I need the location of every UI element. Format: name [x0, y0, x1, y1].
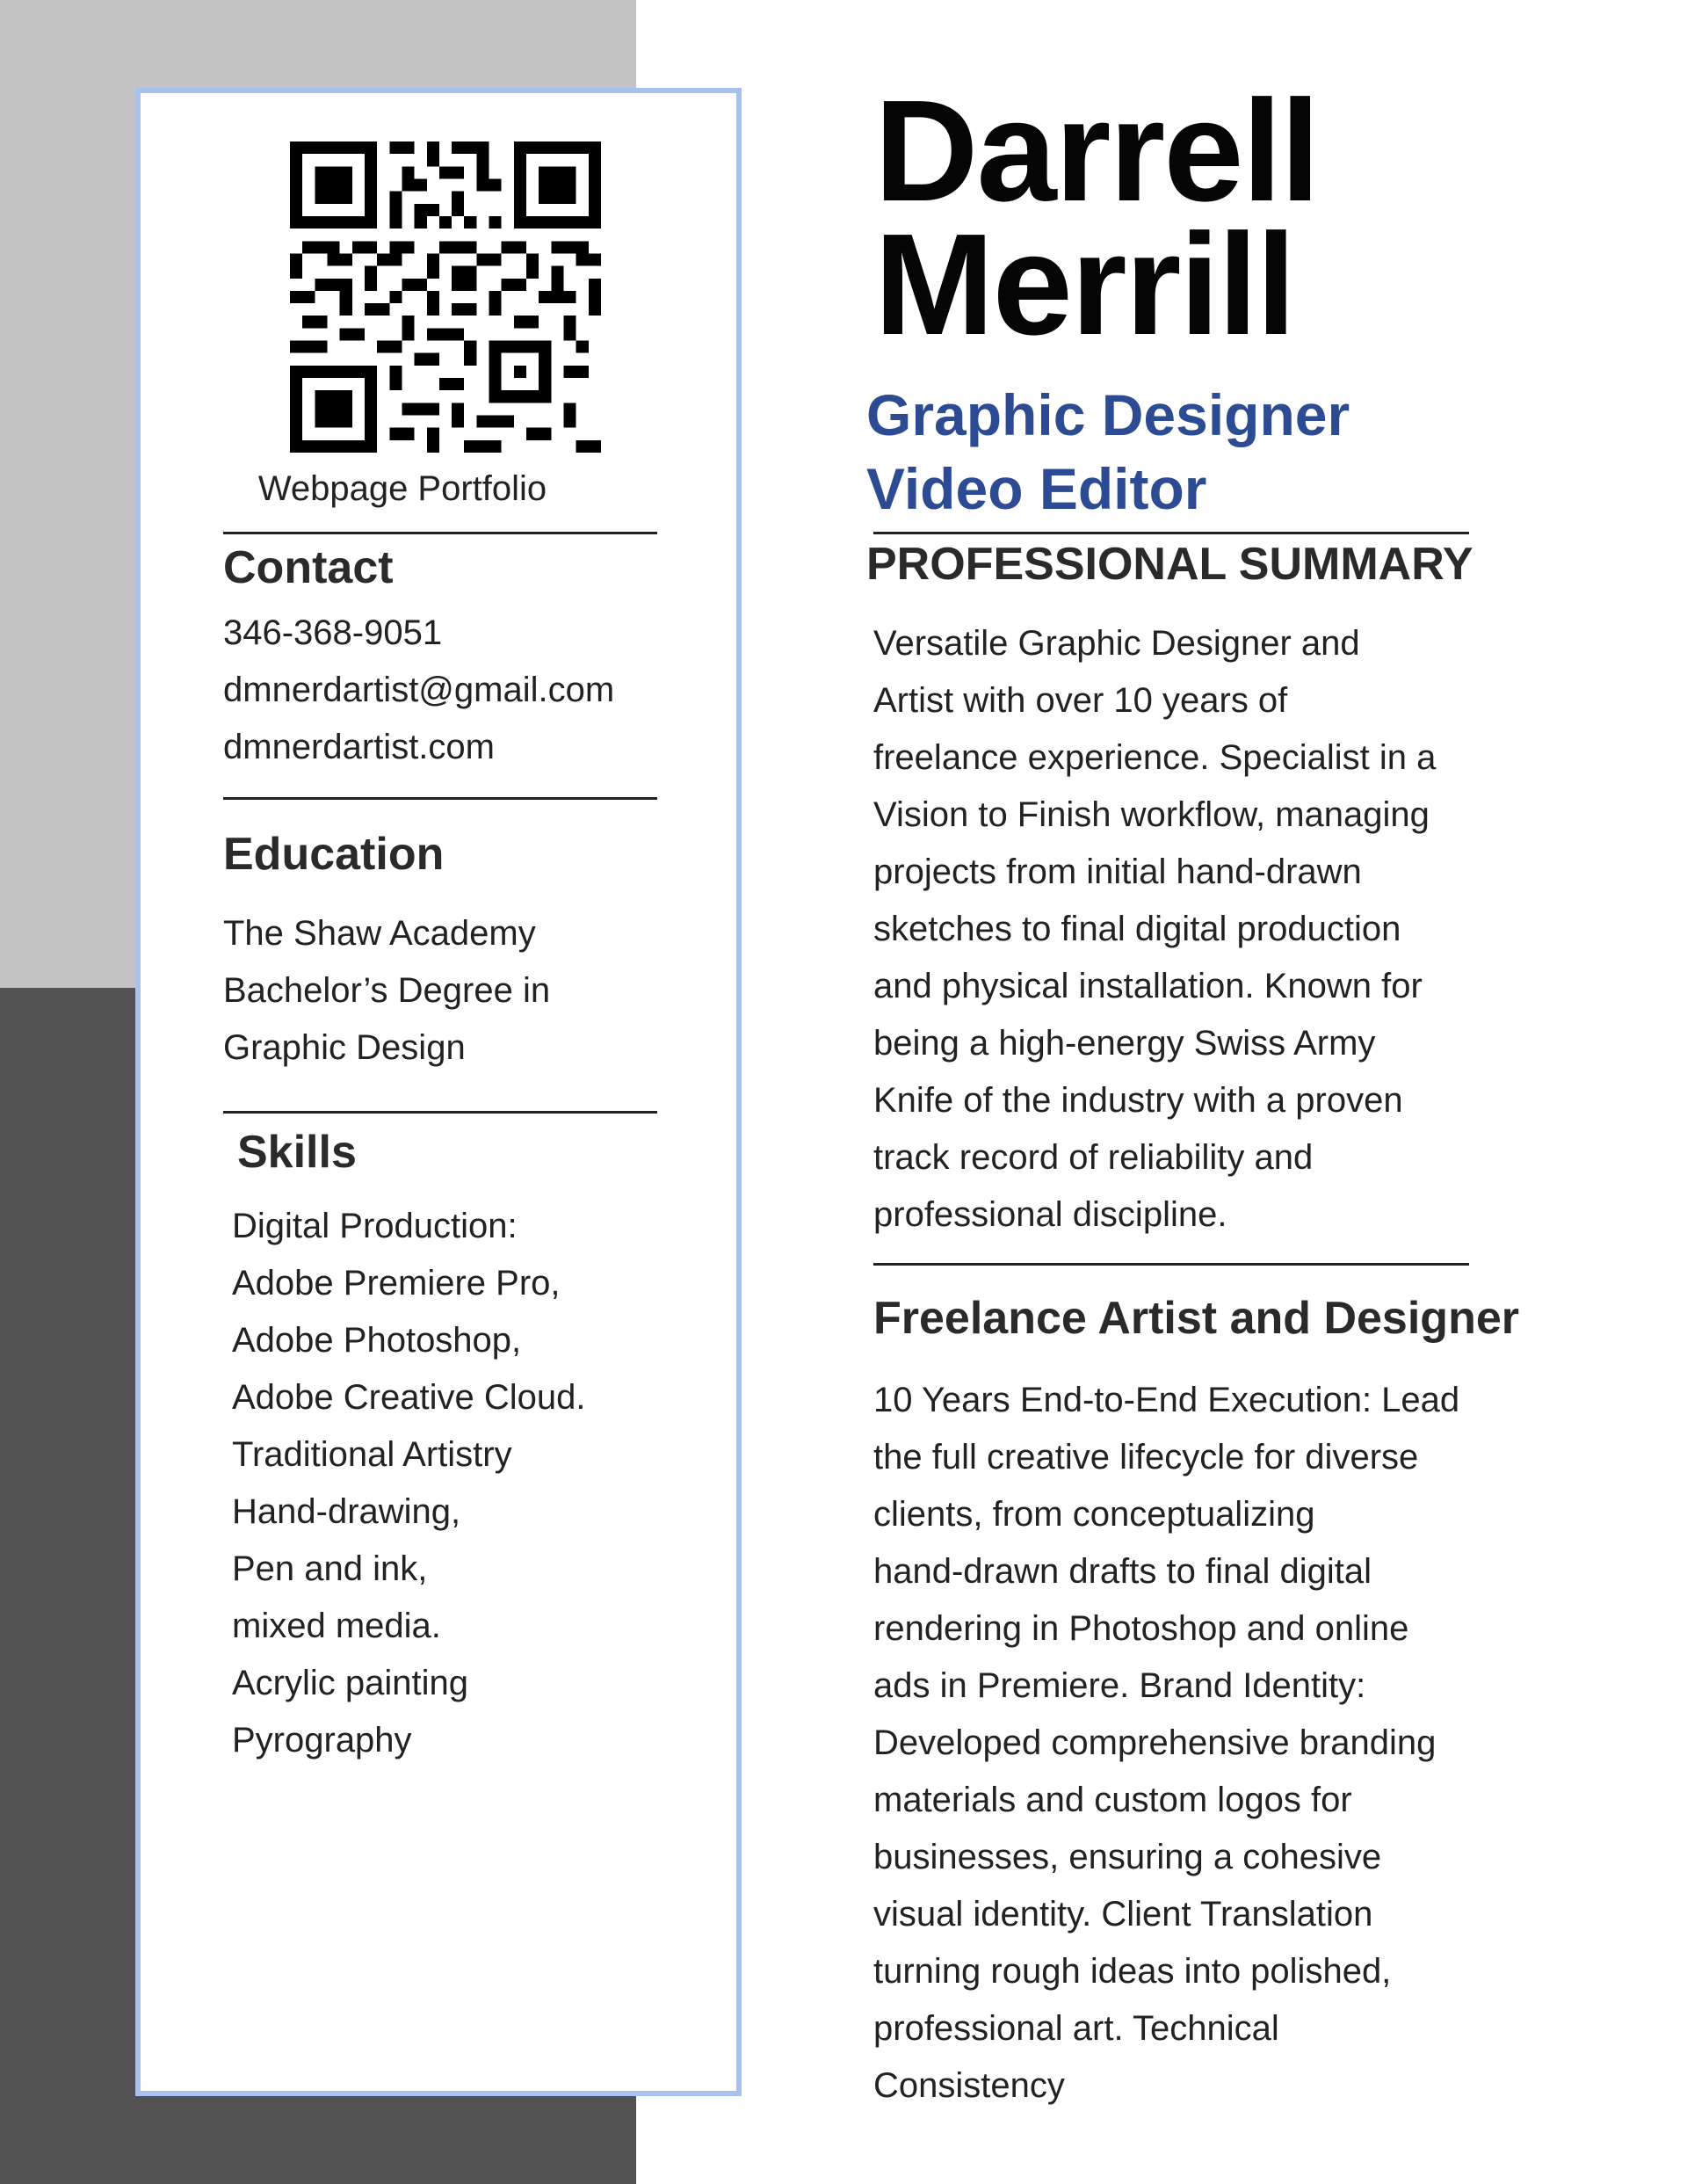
list-item: Pyrography [232, 1721, 412, 1760]
contact-list [223, 605, 614, 776]
divider [873, 532, 1469, 534]
text-line: rendering in Photoshop and online [873, 1609, 1409, 1648]
list-item: Hand-drawing, [232, 1492, 461, 1531]
qr-caption: Webpage Portfolio [257, 469, 547, 508]
contact-website: dmnerdartist.com [223, 728, 495, 766]
list-item: mixed media. [232, 1607, 441, 1645]
text-line: professional art. Technical [873, 2009, 1279, 2048]
summary-paragraph [873, 615, 1436, 1244]
text-line: sketches to final digital production [873, 910, 1401, 948]
text-line: Versatile Graphic Designer and [873, 624, 1360, 663]
education-list [223, 905, 550, 1077]
contact-heading: Contact [223, 542, 394, 593]
list-item: Graphic Design [223, 1028, 466, 1067]
name-line: Darrell [874, 70, 1319, 231]
text-line: being a high-energy Swiss Army [873, 1024, 1376, 1063]
list-item: Acrylic painting [232, 1664, 469, 1702]
list-item: Traditional Artistry [232, 1435, 512, 1474]
role-line: Video Editor [866, 456, 1207, 521]
contact-email: dmnerdartist@gmail.com [223, 671, 615, 709]
list-item: Adobe Creative Cloud. [232, 1378, 586, 1417]
text-line: materials and custom logos for [873, 1781, 1352, 1819]
job-roles [866, 378, 1350, 526]
summary-heading: PROFESSIONAL SUMMARY [866, 539, 1473, 590]
text-line: Knife of the industry with a proven [873, 1081, 1403, 1120]
text-line: Vision to Finish workflow, managing [873, 795, 1430, 834]
text-line: Consistency [873, 2066, 1065, 2105]
text-line: ads in Premiere. Brand Identity: [873, 1666, 1366, 1705]
text-line: freelance experience. Specialist in a [873, 738, 1437, 777]
name-line: Merrill [874, 204, 1295, 365]
text-line: Artist with over 10 years of [873, 681, 1288, 720]
text-line: turning rough ideas into polished, [873, 1952, 1392, 1991]
text-line: 10 Years End-to-End Execution: Lead [873, 1381, 1460, 1419]
divider [223, 797, 657, 800]
text-line: the full creative lifecycle for diverse [873, 1438, 1419, 1477]
text-line: Developed comprehensive branding [873, 1723, 1437, 1762]
text-line: hand-drawn drafts to final digital [873, 1552, 1372, 1591]
text-line: professional discipline. [873, 1195, 1227, 1234]
role-line: Graphic Designer [866, 382, 1350, 447]
text-line: visual identity. Client Translation [873, 1895, 1373, 1934]
skills-heading: Skills [237, 1127, 357, 1178]
list-item: Bachelor’s Degree in [223, 971, 551, 1010]
text-line: and physical installation. Known for [873, 967, 1423, 1005]
text-line: clients, from conceptualizing [873, 1495, 1315, 1534]
list-item: Pen and ink, [232, 1549, 428, 1588]
divider [873, 1263, 1469, 1266]
education-heading: Education [223, 829, 445, 880]
text-line: projects from initial hand-drawn [873, 853, 1362, 891]
text-line: businesses, ensuring a cohesive [873, 1838, 1382, 1876]
contact-phone: 346-368-9051 [223, 613, 443, 652]
text-line: track record of reliability and [873, 1138, 1314, 1177]
list-item: Digital Production: [232, 1207, 518, 1245]
qr-code-icon [290, 141, 601, 453]
list-item: Adobe Premiere Pro, [232, 1264, 561, 1302]
candidate-name [874, 70, 1319, 365]
list-item: The Shaw Academy [223, 914, 536, 953]
divider [223, 1111, 657, 1114]
skills-list [232, 1198, 585, 1769]
experience-paragraph [873, 1372, 1459, 2115]
experience-title: Freelance Artist and Designer [873, 1293, 1519, 1344]
sidebar-card [135, 88, 742, 2096]
divider [223, 532, 657, 534]
list-item: Adobe Photoshop, [232, 1321, 522, 1360]
